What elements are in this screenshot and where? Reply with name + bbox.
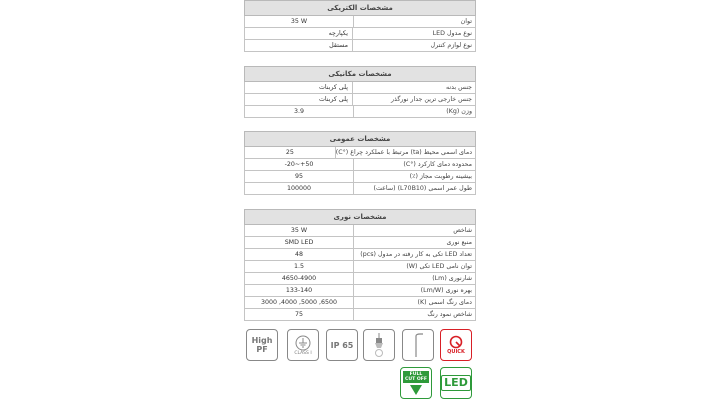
led-label: LED (441, 375, 471, 391)
spec-key: منبع نوری (446, 239, 472, 246)
spec-row (244, 171, 476, 183)
pendant-lamp-icon (369, 332, 389, 358)
pendant-lamp-badge (363, 329, 395, 361)
spec-row (244, 273, 476, 285)
spec-key: جنس بدنه (445, 84, 472, 91)
high-pf-label: High PF (251, 336, 273, 354)
spec-value: 3000 ,4000 ,5000 ,6500 (245, 297, 354, 308)
spec-key: بهره نوری (Lm/W) (420, 287, 472, 294)
downlight-beam-icon (406, 384, 426, 396)
spec-row (244, 285, 476, 297)
ground-icon (294, 335, 312, 351)
spec-key: دمای رنگ اسمی (K) (417, 299, 472, 306)
spec-value: پلی کربنات (245, 82, 353, 93)
spec-value: 35 W (245, 16, 354, 27)
spec-row (244, 82, 476, 94)
high-pf-badge (246, 329, 278, 361)
section-title: مشخصات نوری (244, 209, 476, 225)
spec-value: SMD LED (245, 237, 354, 248)
spec-value: 133-140 (245, 285, 354, 296)
spec-key: شاخص نمود رنگ (427, 311, 472, 318)
quick-icon (448, 335, 464, 349)
spec-section (244, 66, 476, 118)
spec-section (244, 131, 476, 195)
spec-value: -20~+50 (245, 159, 354, 170)
spec-value: 1.5 (245, 261, 354, 272)
spec-value: 25 (245, 147, 336, 158)
spec-value: مستقل (245, 40, 353, 51)
spec-key: نوع لوازم کنترل (430, 42, 472, 49)
spec-section (244, 209, 476, 321)
spec-value: یکپارچه (245, 28, 353, 39)
spec-key: توان (460, 18, 472, 25)
spec-key: وزن (Kg) (446, 108, 472, 115)
spec-value: 100000 (245, 183, 354, 194)
quick-label: QUICK (447, 349, 465, 355)
pole-light-icon (408, 332, 428, 358)
section-title: مشخصات مکانیکی (244, 66, 476, 82)
spec-row (244, 309, 476, 321)
spec-row (244, 94, 476, 106)
full-cutoff-label: FULL CUT OFF (404, 371, 427, 382)
spec-row (244, 16, 476, 28)
pole-light-badge (402, 329, 434, 361)
ip-rating-label: IP 65 (330, 340, 354, 350)
section-title: مشخصات الکتریکی (244, 0, 476, 16)
spec-row (244, 237, 476, 249)
full-cutoff-badge (400, 367, 432, 399)
spec-value: پلی کربنات (245, 94, 353, 105)
spec-key: دمای اسمی محیط (ta) مرتبط با عملکرد چراغ (°C) (335, 149, 472, 156)
spec-value: 3.9 (245, 106, 354, 117)
spec-row (244, 159, 476, 171)
class1-label: CLASS I (294, 350, 312, 356)
spec-sheet (244, 0, 476, 321)
spec-key: جنس خارجی ترین جدار نورگذر (391, 96, 472, 103)
led-badge (440, 367, 472, 399)
spec-row (244, 40, 476, 52)
spec-section (244, 0, 476, 52)
spec-key: توان نامی LED تکی (W) (406, 263, 472, 270)
spec-row (244, 225, 476, 237)
class1-badge (287, 329, 319, 361)
spec-value: 4650-4900 (245, 273, 354, 284)
spec-value: 95 (245, 171, 354, 182)
spec-key: نوع مدول LED (432, 30, 472, 37)
spec-key: بیشینه رطوبت مجاز (٪) (409, 173, 472, 180)
spec-key: تعداد LED تکی به کار رفته در مدول (pcs) (360, 251, 472, 258)
spec-value: 75 (245, 309, 354, 320)
ip-rating-badge (326, 329, 358, 361)
spec-row (244, 183, 476, 195)
spec-key: شارنوری (Lm) (432, 275, 472, 282)
spec-row (244, 261, 476, 273)
spec-row (244, 297, 476, 309)
spec-key: محدوده دمای کارکرد (°C) (403, 161, 472, 168)
spec-value: 35 W (245, 225, 354, 236)
spec-row (244, 249, 476, 261)
spec-row (244, 28, 476, 40)
spec-key: طول عمر اسمی (L70B10) (ساعت) (373, 185, 472, 192)
spec-row (244, 147, 476, 159)
quick-connect-badge (440, 329, 472, 361)
spec-value: 48 (245, 249, 354, 260)
spec-key: شاخص (453, 227, 472, 234)
spec-row (244, 106, 476, 118)
section-title: مشخصات عمومی (244, 131, 476, 147)
